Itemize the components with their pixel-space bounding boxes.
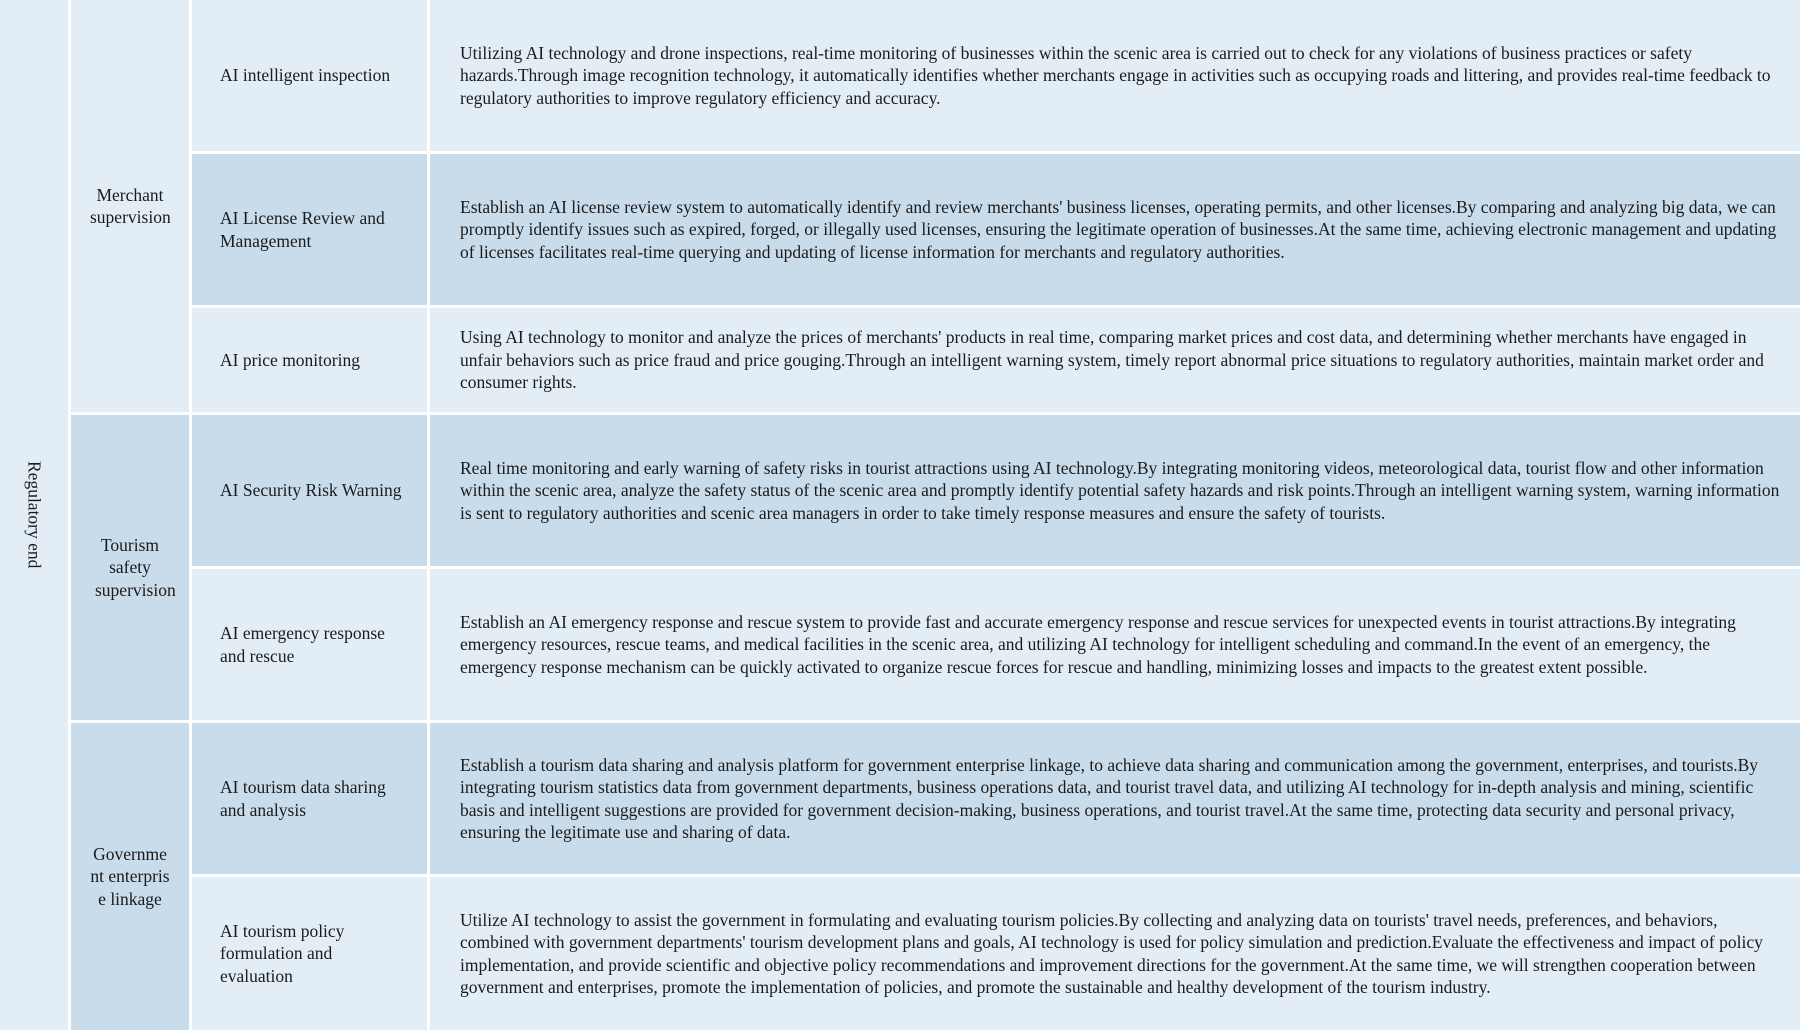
description-text: Establish a tourism data sharing and analysis platform for government enterprise linkage, to achieve data sharing and communication among the government, enterprises, and tourists.By integrating tourism statistics data from government departments, business operations data, and tourist travel data, and utilizing AI technology for in-depth analysis and mining, scientific basis and intelligent suggestions are provided for government decision-making, business operations, and tourist travel.At the same time, protecting data security and personal privacy, ensuring the legitimate use and sharing of data.: [460, 754, 1759, 842]
feature-label: AI emergency response and rescue: [220, 623, 385, 666]
category-merchant-supervision: [71, 0, 189, 412]
description-text: Establish an AI license review system to automatically identify and review merchants' business licenses, operating permits, and other licenses.By comparing and analyzing big data, we can promptly identify issues such as expired, forged, or illegally used licenses, ensuring the legitimate operation of businesses.At the same time, achieving electronic management and updating of licenses facilitates real-time querying and updating of license information for merchants and regulatory authorities.: [460, 196, 1777, 262]
description-cell: [430, 415, 1800, 566]
category-label: Merchant supervision: [90, 184, 171, 227]
description-text: Establish an AI emergency response and rescue system to provide fast and accurate emergency response and rescue services for unexpected events in tourist attractions.By integrating emergency resources, rescue teams, and medical facilities in the scenic area, and utilizing AI technology for intelligent scheduling and command.In the event of an emergency, the emergency response mechanism can be quickly activated to organize rescue forces for rescue and handling, minimizing losses and impacts to the greatest extent possible.: [460, 611, 1736, 677]
feature-cell: [192, 877, 427, 1030]
feature-cell: [192, 723, 427, 874]
category-label: Government enterprise linkage: [90, 843, 170, 909]
category-tourism-safety: [71, 415, 189, 720]
description-cell: [430, 308, 1800, 412]
feature-cell: [192, 308, 427, 412]
feature-label: AI tourism policy formulation and evaluation: [220, 920, 345, 986]
feature-label: AI price monitoring: [220, 349, 360, 370]
category-label: Tourism safety supervision: [95, 534, 176, 600]
description-text: Using AI technology to monitor and analyze the prices of merchants' products in real time, comparing market prices and cost data, and determining whether merchants have engaged in unfair behaviors such as price fraud and price gouging.Through an intelligent warning system, timely report abnormal price situations to regulatory authorities, maintain market order and consumer rights.: [460, 327, 1764, 393]
description-cell: [430, 723, 1800, 874]
root-label: Regulatory end: [24, 461, 45, 569]
root-label-cell: [0, 0, 68, 1030]
description-cell: [430, 0, 1800, 151]
description-text: Utilize AI technology to assist the government in formulating and evaluating tourism policies.By collecting and analyzing data on tourists' travel needs, preferences, and behaviors, combined with government departments' tourism development plans and goals, AI technology is used for policy simulation and prediction.Evaluate the effectiveness and impact of policy implementation, and provide scientific and objective policy recommendations and improvement directions for the government.At the same time, we will strengthen cooperation between government and enterprises, promote the implementation of policies, and promote the sustainable and healthy development of the tourism industry.: [460, 909, 1763, 997]
feature-cell: [192, 415, 427, 566]
category-government-linkage: [71, 723, 189, 1030]
feature-label: AI License Review and Management: [220, 208, 385, 251]
feature-cell: [192, 569, 427, 720]
feature-label: AI intelligent inspection: [220, 65, 391, 86]
feature-cell: [192, 154, 427, 305]
description-text: Utilizing AI technology and drone inspections, real-time monitoring of businesses within the scenic area is carried out to check for any violations of business practices or safety hazards.Through image recognition technology, it automatically identifies whether merchants engage in activities such as occupying roads and littering, and provides real-time feedback to regulatory authorities to improve regulatory efficiency and accuracy.: [460, 42, 1771, 108]
feature-label: AI Security Risk Warning: [220, 480, 402, 501]
description-cell: [430, 569, 1800, 720]
description-cell: [430, 154, 1800, 305]
feature-cell: [192, 0, 427, 151]
description-text: Real time monitoring and early warning of safety risks in tourist attractions using AI technology.By integrating monitoring videos, meteorological data, tourist flow and other information within the scenic area, analyze the safety status of the scenic area and promptly identify potential safety hazards and risk points.Through an intelligent warning system, warning information is sent to regulatory authorities and scenic area managers in order to take timely response measures and ensure the safety of tourists.: [460, 457, 1780, 523]
description-cell: [430, 877, 1800, 1030]
feature-label: AI tourism data sharing and analysis: [220, 777, 386, 820]
